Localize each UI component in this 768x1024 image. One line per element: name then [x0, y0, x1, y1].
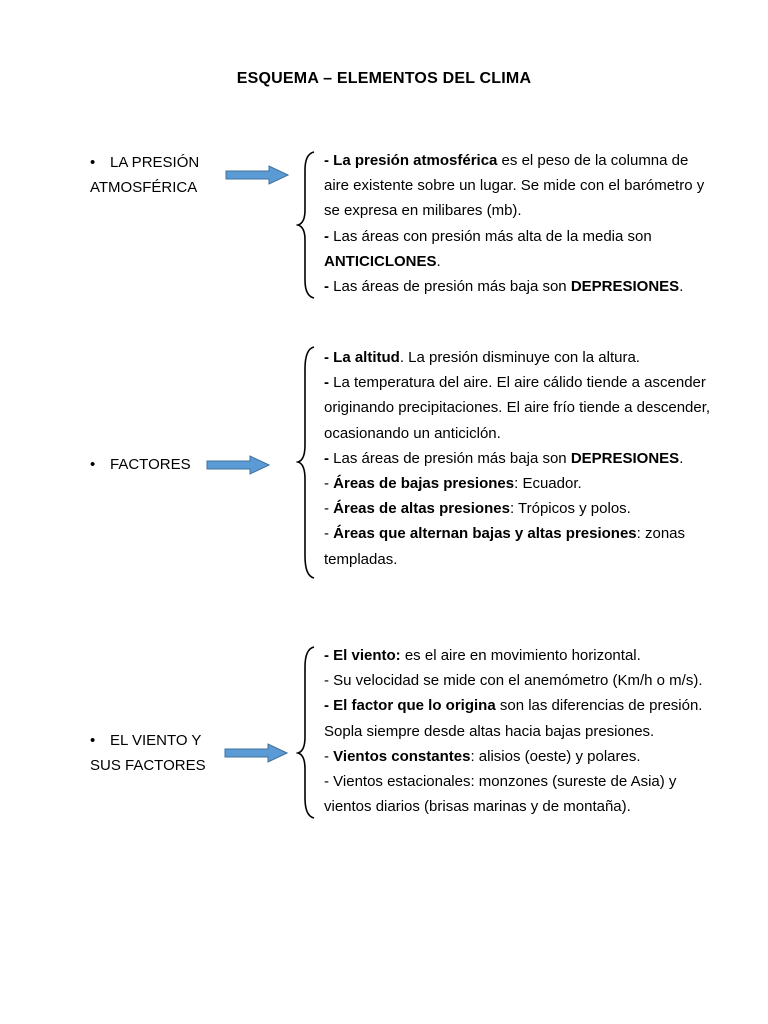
text-run: Las áreas de presión más baja son: [329, 449, 571, 467]
text-run: se expresa en milibares (mb).: [324, 202, 522, 220]
text-run: .: [679, 449, 684, 467]
bold-text: DEPRESIONES: [570, 449, 680, 467]
description-line: [324, 224, 734, 249]
description-viento: [324, 643, 734, 819]
description-line: [324, 173, 734, 198]
topic-line: [90, 452, 220, 477]
text-run: -: [324, 475, 334, 493]
bold-text: - El viento:: [324, 647, 401, 664]
left-brace-icon: [296, 150, 320, 300]
bold-text: -: [324, 449, 329, 467]
description-line: [324, 198, 734, 223]
text-run: -: [324, 525, 334, 543]
description-line: [324, 719, 734, 744]
topic-line: [90, 175, 220, 200]
topic-presion: [90, 150, 220, 201]
description-line: [324, 744, 734, 769]
text-run: .: [679, 278, 684, 296]
bold-text: ANTICICLONES: [324, 252, 437, 270]
bullet-icon: •: [90, 154, 96, 171]
bold-text: - El factor que lo origina: [324, 697, 496, 715]
bold-text: -: [324, 227, 329, 245]
topic-line: [90, 150, 220, 175]
bold-text: -: [324, 374, 329, 392]
bold-text: Vientos constantes: [333, 747, 471, 765]
text-run: La temperatura del aire. El aire cálido tiende a ascender: [329, 374, 706, 392]
topic-label: SUS FACTORES: [90, 757, 206, 775]
right-arrow-icon: [206, 455, 270, 475]
topic-label: EL VIENTO Y: [110, 732, 202, 749]
topic-factores: [90, 452, 220, 477]
text-run: aire existente sobre un lugar. Se mide con el barómetro y: [324, 177, 705, 195]
text-run: : Trópicos y polos.: [509, 500, 631, 518]
text-run: . La presión disminuye con la altura.: [399, 349, 640, 366]
topic-label: FACTORES: [110, 456, 191, 473]
description-line: [324, 693, 734, 718]
text-run: templadas.: [324, 550, 398, 568]
description-line: [324, 521, 734, 546]
text-run: : zonas: [636, 525, 686, 543]
description-line: [324, 496, 734, 521]
description-line: [324, 471, 734, 496]
bold-text: DEPRESIONES: [570, 278, 680, 296]
topic-line: [90, 728, 220, 753]
text-run: Sopla siempre desde altas hacia bajas presiones.: [324, 722, 655, 740]
bold-text: Áreas de altas presiones: [333, 500, 510, 518]
topic-label: ATMOSFÉRICA: [90, 179, 198, 197]
bullet-icon: •: [90, 456, 96, 473]
bold-text: - La presión atmosférica: [324, 152, 498, 169]
text-run: es el aire en movimiento horizontal.: [400, 647, 641, 664]
bullet-icon: •: [90, 732, 96, 749]
text-run: - Vientos estacionales: monzones (sureste de Asia) y: [324, 773, 677, 791]
description-line: [324, 274, 734, 299]
text-run: : alisios (oeste) y polares.: [470, 747, 641, 765]
text-run: originando precipitaciones. El aire frío tiende a descender,: [324, 399, 711, 417]
bold-text: -: [324, 278, 329, 296]
text-run: es el peso de la columna de: [497, 152, 689, 169]
left-brace-icon: [296, 645, 320, 820]
description-line: [324, 794, 734, 819]
text-run: ocasionando un anticiclón.: [324, 424, 501, 442]
text-run: son las diferencias de presión.: [495, 697, 703, 715]
text-run: vientos diarios (brisas marinas y de montaña).: [324, 798, 631, 816]
description-line: [324, 446, 734, 471]
description-line: [324, 370, 734, 395]
description-line: [324, 769, 734, 794]
left-brace-icon: [296, 345, 320, 580]
text-run: -: [324, 500, 334, 518]
text-run: - Su velocidad se mide con el anemómetro (Km/h o m/s).: [324, 672, 703, 690]
text-run: Las áreas de presión más baja son: [329, 278, 571, 296]
text-run: -: [324, 747, 334, 765]
page-title: ESQUEMA – ELEMENTOS DEL CLIMA: [236, 70, 532, 87]
bold-text: Áreas que alternan bajas y altas presiones: [333, 525, 637, 543]
right-arrow-icon: [225, 165, 289, 185]
description-line: [324, 643, 734, 668]
topic-line: [90, 753, 220, 778]
text-run: Las áreas con presión más alta de la media son: [329, 227, 652, 245]
text-run: : Ecuador.: [514, 475, 582, 493]
description-line: [324, 148, 734, 173]
description-presion: [324, 148, 734, 299]
topic-viento: [90, 728, 220, 779]
bold-text: Áreas de bajas presiones: [333, 475, 515, 493]
right-arrow-icon: [224, 743, 288, 763]
description-line: [324, 395, 734, 420]
text-run: .: [436, 252, 441, 270]
description-line: [324, 668, 734, 693]
description-factores: [324, 345, 734, 572]
description-line: [324, 249, 734, 274]
topic-label: LA PRESIÓN: [110, 154, 200, 171]
description-line: [324, 421, 734, 446]
bold-text: - La altitud: [324, 349, 400, 366]
description-line: [324, 345, 734, 370]
description-line: [324, 547, 734, 572]
